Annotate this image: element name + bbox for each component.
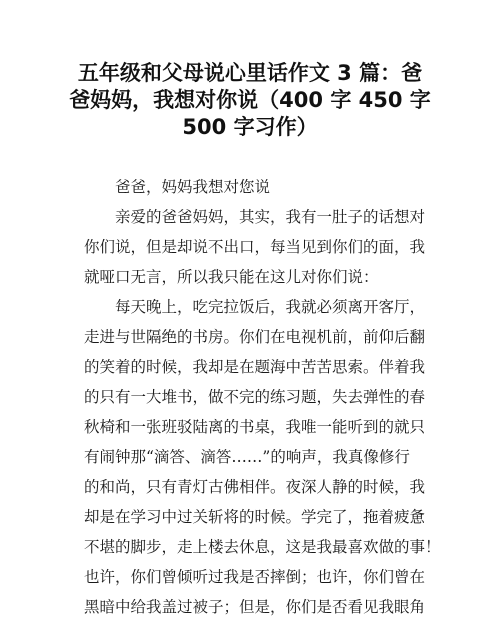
- body-line: 你们说，但是却说不出口，每当见到你们的面，我: [84, 238, 426, 256]
- body-line: 秋椅和一张班驳陆离的书桌，我唯一能听到的就只: [84, 418, 426, 436]
- title-line: 五年级和父母说心里话作文 3 篇：爸: [77, 61, 423, 85]
- body-line: 每天晚上，吃完拉饭后，我就必须离开客厅，: [115, 298, 426, 316]
- body-line: 走进与世隔绝的书房。你们在电视机前，前仰后翻: [84, 328, 426, 346]
- title-line: 爸妈妈，我想对你说（400 字 450 字: [69, 88, 431, 112]
- essay-body: [84, 172, 441, 622]
- body-line: 不堪的脚步，走上楼去休息，这是我最喜欢做的事！: [84, 538, 441, 556]
- body-line: 的笑着的时候，我却是在题海中苦苦思索。伴着我: [84, 358, 426, 376]
- body-line: 黑暗中给我盖过被子；但是，你们是否看见我眼角: [84, 598, 426, 616]
- body-line: 却是在学习中过关斩将的时候。学完了，拖着疲惫: [84, 508, 426, 526]
- title-line: 500 字习作）: [182, 115, 318, 139]
- body-line: 亲爱的爸爸妈妈，其实，我有一肚子的话想对: [115, 208, 426, 226]
- body-line: 爸爸，妈妈我想对您说: [115, 178, 271, 196]
- body-line: 也许，你们曾倾听过我是否摔倒；也许，你们曾在: [84, 568, 426, 586]
- body-line: 的和尚，只有青灯古佛相伴。夜深人静的时候，我: [84, 478, 426, 496]
- body-line: 的只有一大堆书，做不完的练习题，失去弹性的春: [84, 388, 426, 406]
- essay-title: [40, 60, 460, 141]
- body-line: 就哑口无言，所以我只能在这儿对你们说：: [84, 268, 379, 286]
- body-line: 有闹钟那“滴答、滴答……”的响声，我真像修行: [84, 448, 410, 466]
